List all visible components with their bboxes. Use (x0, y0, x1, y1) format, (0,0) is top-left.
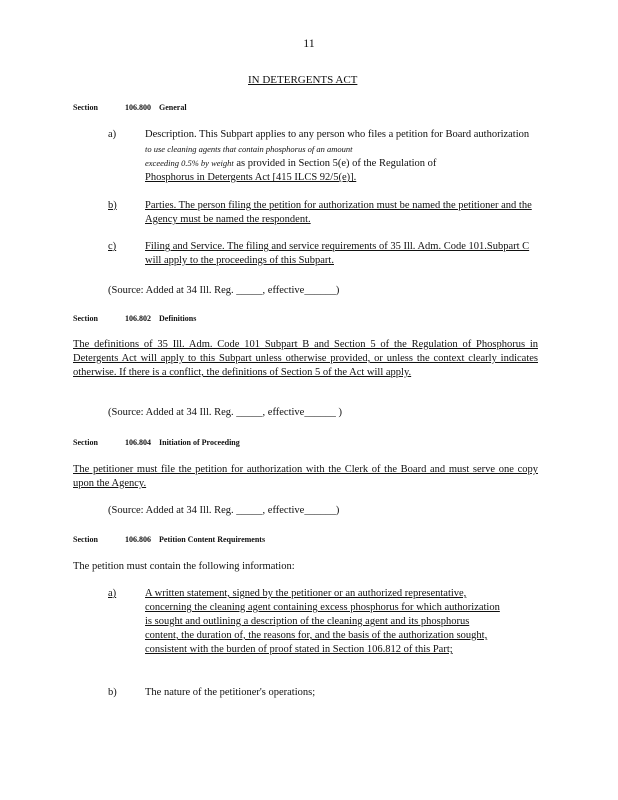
section-title: Definitions (159, 314, 197, 323)
page-title: IN DETERGENTS ACT (248, 74, 358, 86)
item-text (145, 128, 545, 185)
section-title: Petition Content Requirements (159, 535, 266, 544)
section-number: 106.800 (125, 103, 151, 112)
item-text: Filing and Service. The filing and service requirements of 35 Ill. Adm. Code 101.Subpart C will apply to the proceedings of this Subpart. (145, 241, 530, 266)
definitions-paragraph: The definitions of 35 Ill. Adm. Code 101 Subpart B and Section 5 of the Regulation of Phosphorus in Detergents Act will apply to this Subpart unless otherwise provided, or unless the context clearly indicates otherwise. If there is a conflict, the definitions of Section 5 of the Act will apply. (73, 339, 538, 378)
section-number: 106.802 (125, 314, 151, 323)
source-note: (Source: Added at 34 Ill. Reg. _____, effective______) (108, 285, 340, 296)
section-label: Section (73, 438, 98, 447)
section-title: General (159, 103, 187, 112)
section-heading-general (73, 101, 199, 115)
item-label: c) (108, 241, 117, 252)
item-text: A written statement, signed by the petitioner or an authorized representative, concerning the cleaning agent containing excess phosphorus for which authorization is sought and outlining a description of the cleaning agent and its phosphorus content, the duration of, the reasons for, and the basis of the authorization sought, consistent with the burden of proof stated in Section 106.812 of this Part; (145, 588, 500, 655)
item-text-line: Phosphorus in Detergents Act [415 ILCS 92/5(e)]. (145, 172, 357, 183)
section-heading-initiation (73, 436, 259, 450)
section-label: Section (73, 314, 98, 323)
item-label: b) (108, 687, 117, 698)
item-label: a) (108, 129, 117, 140)
item-text: Parties. The person filing the petition for authorization must be named the petitioner and the Agency must be named the respondent. (145, 200, 532, 225)
petition-intro: The petition must contain the following information: (73, 561, 295, 572)
section-heading-petition (73, 533, 299, 547)
item-label: b) (108, 200, 117, 211)
item-text-italic: to use cleaning agents that contain phosphorus of an amount (145, 144, 353, 154)
section-number: 106.806 (125, 535, 151, 544)
section-label: Section (73, 535, 98, 544)
section-number: 106.804 (125, 438, 151, 447)
source-note: (Source: Added at 34 Ill. Reg. _____, effective______ ) (108, 407, 342, 418)
item-text-italic: exceeding 0.5% by weight (145, 158, 234, 168)
item-text-line: Description. This Subpart applies to any person who files a petition for Board authorization (145, 129, 530, 140)
page-number: 11 (303, 36, 315, 50)
item-label: a) (108, 588, 117, 599)
item-text-line: as provided in Section 5(e) of the Regulation of (236, 158, 437, 169)
section-title: Initiation of Proceeding (159, 438, 240, 447)
source-note: (Source: Added at 34 Ill. Reg. _____, effective______) (108, 505, 340, 516)
item-text: The nature of the petitioner's operations; (145, 687, 316, 698)
section-heading-definitions (73, 312, 214, 326)
section-label: Section (73, 103, 98, 112)
initiation-paragraph: The petitioner must file the petition for authorization with the Clerk of the Board and must serve one copy upon the Agency. (73, 464, 538, 489)
